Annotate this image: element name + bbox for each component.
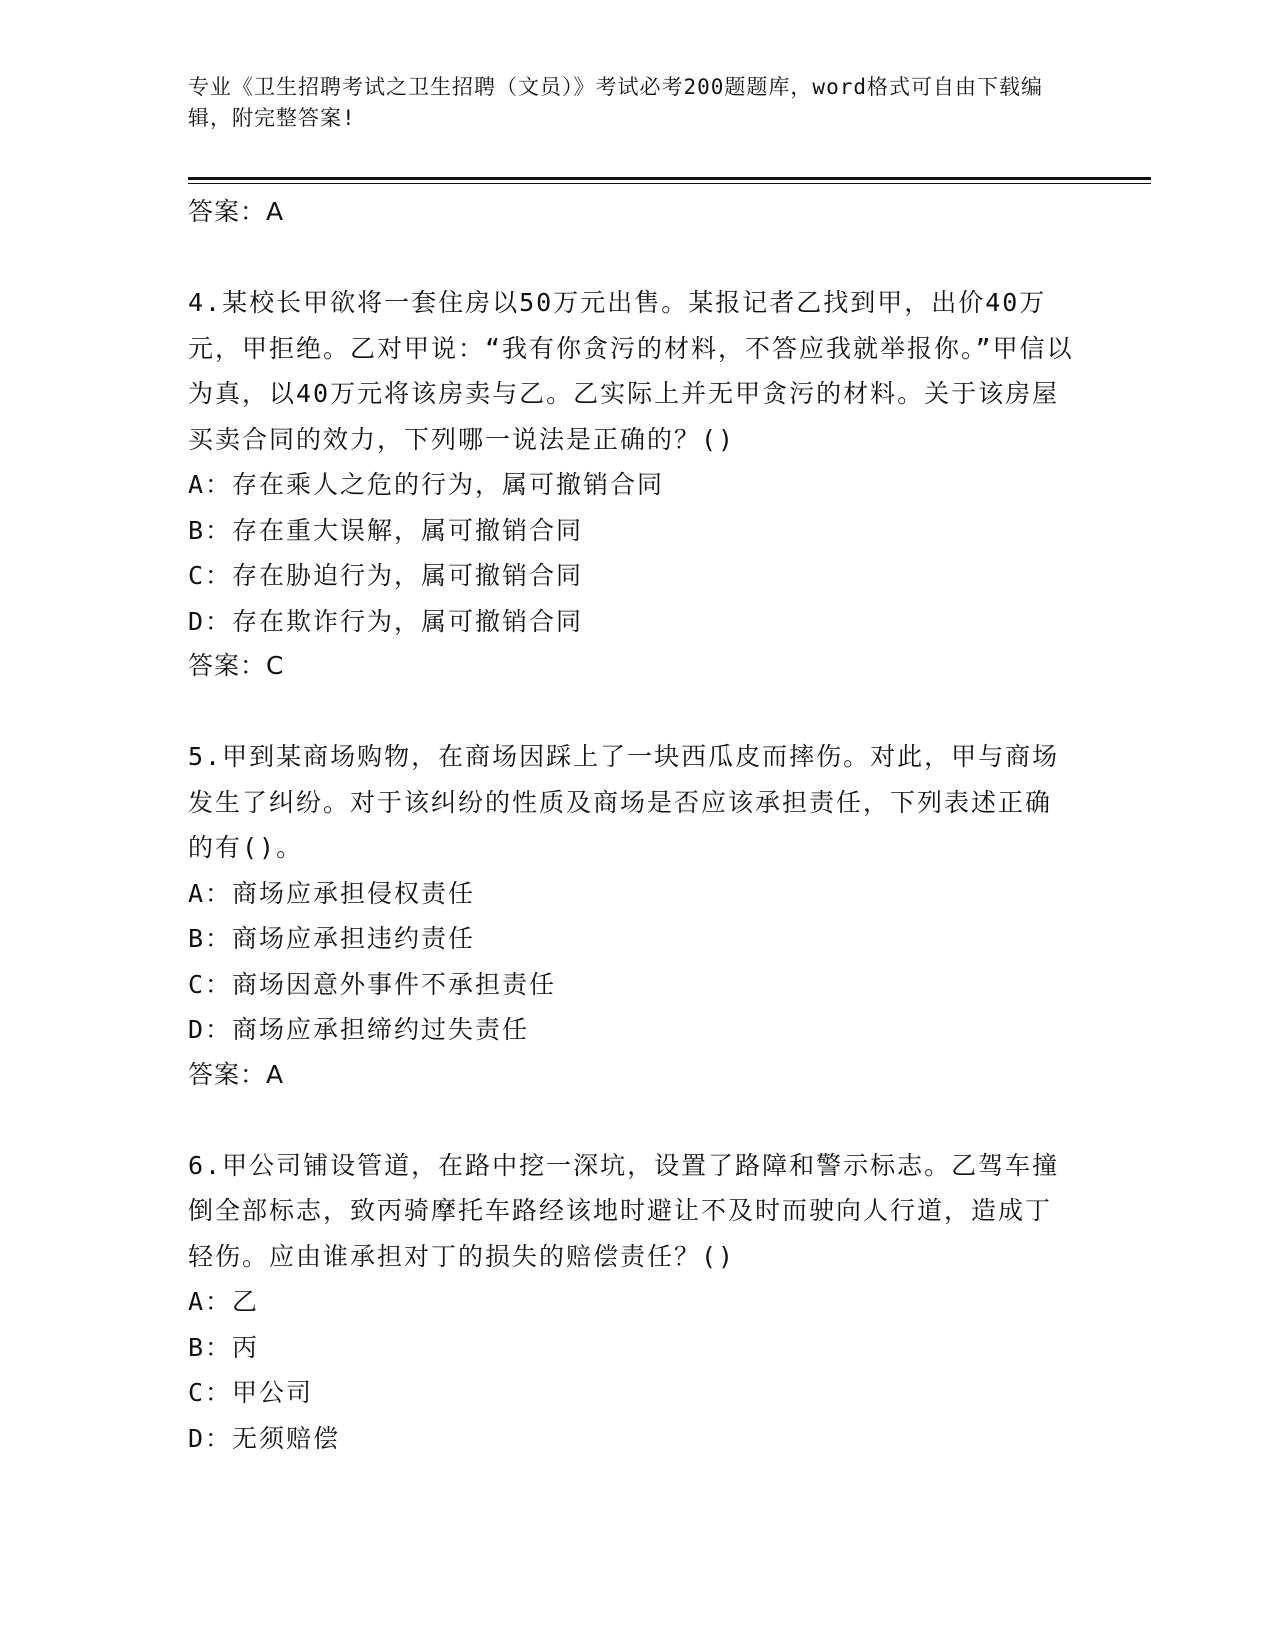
question-answer: 答案：C [188,651,285,680]
option-d: D：商场应承担缔约过失责任 [188,1015,530,1044]
option-c: C：甲公司 [188,1378,314,1407]
question-stem: 4.某校长甲欲将一套住房以50万元出售。某报记者乙找到甲，出价40万元，甲拒绝。乙对甲说：“我有你贪污的材料，不答应我就举报你。”甲信以为真，以40万元将该房卖与乙。乙实际上并无甲贪污的材料。关于该房屋买卖合同的效力，下列哪一说法是正确的？() [188,288,1074,454]
option-c: C：商场因意外事件不承担责任 [188,969,557,999]
header-rule-thin [188,183,1151,184]
option-a: A：乙 [188,1287,260,1316]
question-4 [188,280,1078,688]
option-a: A：商场应承担侵权责任 [188,878,476,908]
question-stem: 6.甲公司铺设管道，在路中挖一深坑，设置了路障和警示标志。乙驾车撞倒全部标志，致丙骑摩托车路经该地时避让不及时而驶向人行道，造成丁轻伤。应由谁承担对丁的损失的赔偿责任？() [188,1150,1060,1271]
previous-answer: 答案：A [188,197,285,226]
question-5 [188,734,1078,1097]
option-b: B：商场应承担违约责任 [188,924,476,953]
option-b: B：存在重大误解，属可撤销合同 [188,515,584,545]
option-d: D：存在欺诈行为，属可撤销合同 [188,606,584,636]
question-answer: 答案：A [188,1059,285,1089]
option-b: B：丙 [188,1332,260,1362]
question-stem: 5.甲到某商场购物，在商场因踩上了一块西瓜皮而摔伤。对此，甲与商场发生了纠纷。对于该纠纷的性质及商场是否应该承担责任，下列表述正确的有()。 [188,742,1060,862]
header-rule-thick [188,177,1151,180]
document-header: 专业《卫生招聘考试之卫生招聘（文员）》考试必考200题题库，word格式可自由下载编辑，附完整答案! [188,75,1043,130]
option-a: A：存在乘人之危的行为，属可撤销合同 [188,470,665,499]
question-content [188,188,1078,1461]
question-6 [188,1143,1078,1462]
option-c: C：存在胁迫行为，属可撤销合同 [188,561,584,590]
option-d: D：无须赔偿 [188,1423,341,1453]
